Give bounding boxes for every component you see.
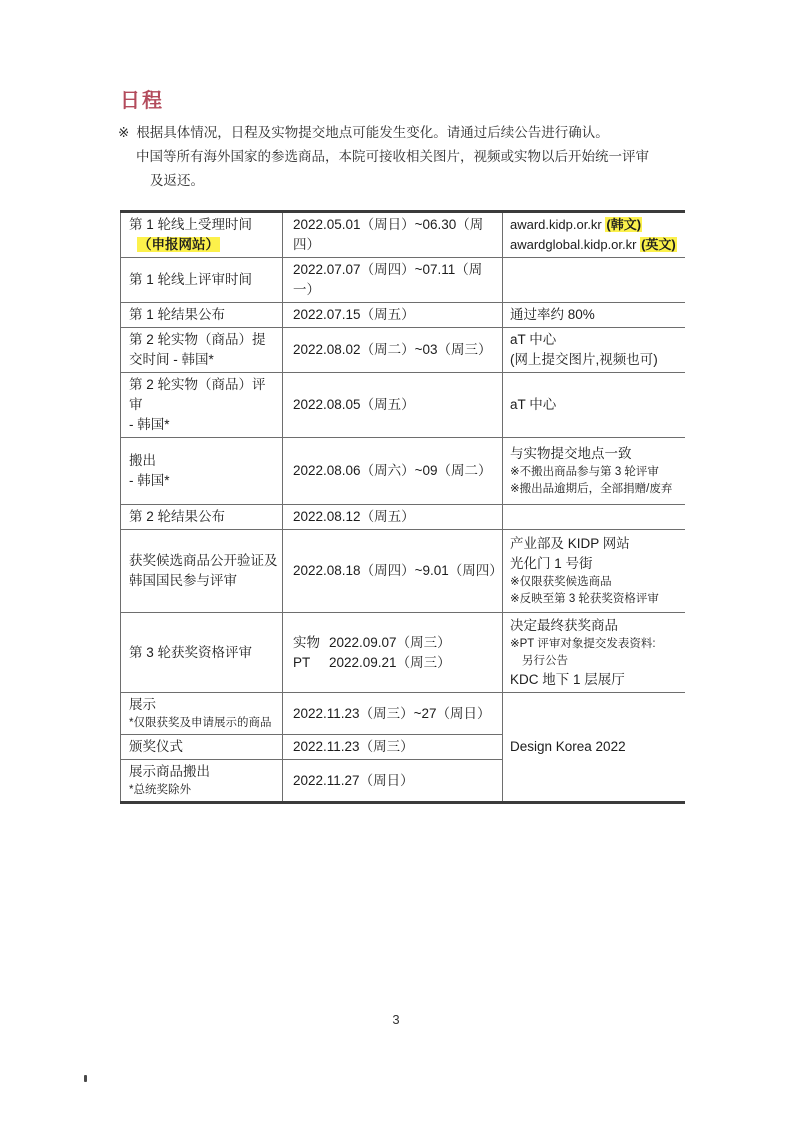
cell-round3-label: 第 3 轮获奖资格评审 bbox=[121, 613, 283, 693]
date-pt: 2022.09.21（周三） bbox=[329, 654, 451, 670]
cell-exhibition-date: 2022.11.23（周三）~27（周日） bbox=[283, 693, 503, 735]
moveout-title: 搬出 bbox=[129, 453, 156, 468]
round3-outcome: 决定最终获奖商品 bbox=[510, 617, 618, 633]
cell-round1-application-info bbox=[503, 212, 685, 258]
row-round1-results bbox=[121, 303, 685, 328]
cell-public-verification-label bbox=[121, 530, 283, 613]
verification-venue-2: 光化门 1 号街 bbox=[510, 556, 593, 571]
note-text-2: 中国等所有海外国家的参选商品，本院可接收相关图片，视频或实物以后开始统一评审 bbox=[136, 149, 649, 164]
page-title: 日程 bbox=[120, 90, 164, 112]
cell-award-ceremony-label: 颁奖仪式 bbox=[121, 735, 283, 760]
cell-round2-results-info bbox=[503, 505, 685, 530]
cell-round1-application-label bbox=[121, 212, 283, 258]
page-number: 3 bbox=[392, 1012, 400, 1027]
verification-note-2: ※反映至第 3 轮获奖资格评审 bbox=[510, 593, 659, 605]
date-label-pt: PT bbox=[293, 654, 311, 670]
row-public-verification bbox=[121, 530, 685, 613]
scan-artifact bbox=[84, 1075, 87, 1082]
cell-round3-dates bbox=[283, 613, 503, 693]
row-round3-qualification bbox=[121, 613, 685, 693]
cell-round2-submission-info bbox=[503, 328, 685, 373]
note-text-3: 及返还。 bbox=[150, 173, 204, 188]
schedule-note bbox=[118, 121, 649, 193]
moveout-note-1: ※不搬出商品参与第 3 轮评审 bbox=[510, 466, 659, 478]
cell-round1-results-label: 第 1 轮结果公布 bbox=[121, 303, 283, 328]
submission-note: (网上提交图片,视频也可) bbox=[510, 352, 658, 367]
round2-review-country: - 韩国* bbox=[129, 417, 170, 432]
round3-venue: KDC 地下 1 层展厅 bbox=[510, 671, 625, 687]
exhibition-note: *仅限获奖及申请展示的商品 bbox=[129, 717, 272, 729]
korean-label-highlight: (韩文) bbox=[606, 217, 642, 232]
moveout-location: 与实物提交地点一致 bbox=[510, 446, 632, 461]
cell-moveout-info bbox=[503, 438, 685, 505]
site-url-english: awardglobal.kidp.or.kr bbox=[510, 237, 641, 252]
verification-venue-1: 产业部及 KIDP 网站 bbox=[510, 536, 630, 551]
cell-exhibit-moveout-label bbox=[121, 760, 283, 803]
moveout-country: - 韩国* bbox=[129, 473, 170, 488]
cell-round1-review-info bbox=[503, 258, 685, 303]
cell-round2-results-date: 2022.08.12（周五） bbox=[283, 505, 503, 530]
cell-round1-review-label: 第 1 轮线上评审时间 bbox=[121, 258, 283, 303]
note-line-1 bbox=[118, 121, 649, 145]
date-label-physical: 实物 bbox=[293, 634, 320, 650]
verification-title-1: 获奖候选商品公开验证及 bbox=[129, 553, 278, 568]
row-exhibition bbox=[121, 693, 685, 735]
reference-mark: ※ bbox=[118, 125, 130, 140]
note-text-1: 根据具体情况，日程及实物提交地点可能发生变化。请通过后续公告进行确认。 bbox=[136, 125, 609, 140]
row-round1-application bbox=[121, 212, 685, 258]
round3-note-2: 另行公告 bbox=[522, 654, 568, 667]
cell-round1-application-date: 2022.05.01（周日）~06.30（周四） bbox=[283, 212, 503, 258]
row-round2-submission bbox=[121, 328, 685, 373]
row-moveout bbox=[121, 438, 685, 505]
row-round1-review bbox=[121, 258, 685, 303]
application-site-highlight: （申报网站） bbox=[138, 237, 219, 252]
cell-round2-results-label: 第 2 轮结果公布 bbox=[121, 505, 283, 530]
cell-round2-review-label bbox=[121, 373, 283, 438]
cell-round1-review-date: 2022.07.07（周四）~07.11（周一） bbox=[283, 258, 503, 303]
round2-review-title: 第 2 轮实物（商品）评审 bbox=[129, 377, 266, 412]
verification-note-1: ※仅限获奖候选商品 bbox=[510, 576, 612, 588]
exhibit-moveout-title: 展示商品搬出 bbox=[129, 764, 210, 779]
date-physical: 2022.09.07（周三） bbox=[329, 634, 451, 650]
verification-title-2: 韩国国民参与评审 bbox=[129, 573, 237, 588]
cell-round2-submission-label: 第 2 轮实物（商品）提交时间 - 韩国* bbox=[121, 328, 283, 373]
submission-venue: aT 中心 bbox=[510, 332, 557, 347]
cell-round1-results-info: 通过率约 80% bbox=[503, 303, 685, 328]
round1-application-title: 第 1 轮线上受理时间 bbox=[129, 217, 253, 232]
cell-award-ceremony-date: 2022.11.23（周三） bbox=[283, 735, 503, 760]
site-url-korean: award.kidp.or.kr bbox=[510, 217, 606, 232]
cell-moveout-date: 2022.08.06（周六）~09（周二） bbox=[283, 438, 503, 505]
exhibition-title: 展示 bbox=[129, 697, 156, 712]
schedule-table bbox=[120, 210, 685, 804]
cell-design-korea-venue: Design Korea 2022 bbox=[503, 693, 685, 803]
round3-note-1: ※PT 评审对象提交发表资料: bbox=[510, 637, 656, 650]
cell-round1-results-date: 2022.07.15（周五） bbox=[283, 303, 503, 328]
cell-round2-review-info: aT 中心 bbox=[503, 373, 685, 438]
row-round2-review bbox=[121, 373, 685, 438]
row-round2-results bbox=[121, 505, 685, 530]
english-label-highlight: (英文) bbox=[641, 237, 676, 252]
exhibit-moveout-note: *总统奖除外 bbox=[129, 784, 191, 796]
cell-exhibition-label bbox=[121, 693, 283, 735]
moveout-note-2: ※搬出品逾期后，全部捐赠/废弃 bbox=[510, 483, 673, 495]
cell-public-verification-date: 2022.08.18（周四）~9.01（周四） bbox=[283, 530, 503, 613]
cell-round2-submission-date: 2022.08.02（周二）~03（周三） bbox=[283, 328, 503, 373]
cell-round3-info bbox=[503, 613, 685, 693]
cell-exhibit-moveout-date: 2022.11.27（周日） bbox=[283, 760, 503, 803]
cell-public-verification-info bbox=[503, 530, 685, 613]
cell-round2-review-date: 2022.08.05（周五） bbox=[283, 373, 503, 438]
cell-moveout-label bbox=[121, 438, 283, 505]
